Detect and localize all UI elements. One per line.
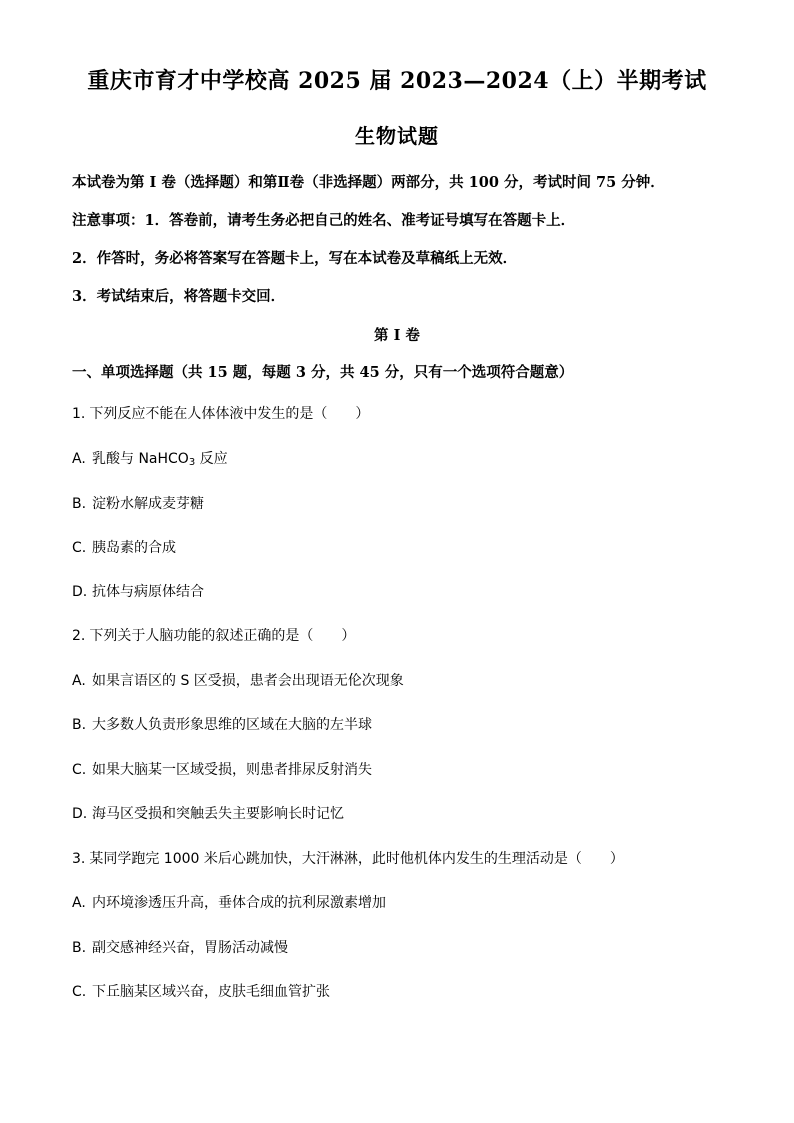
question-3-option-a	[72, 896, 386, 910]
question-text: 下列反应不能在人体体液中发生的是（ ）	[89, 406, 370, 422]
question-text: 某同学跑完 1000 米后心跳加快，大汗淋淋，此时他机体内发生的生理活动是（ ）	[89, 851, 624, 867]
option-letter: B.	[72, 940, 87, 956]
option-text: 淀粉水解成麦芽糖	[92, 496, 204, 512]
option-letter: C.	[72, 984, 87, 1000]
question-2-option-d	[72, 807, 344, 821]
option-letter: C.	[72, 540, 87, 556]
volume-heading: 第 I 卷	[374, 327, 420, 344]
option-letter: B.	[72, 717, 87, 733]
intro-line-1: 本试卷为第 I 卷（选择题）和第Ⅱ卷（非选择题）两部分，共 100 分，考试时间 75 分钟．	[72, 174, 665, 191]
option-letter: D.	[72, 806, 88, 822]
option-letter: D.	[72, 584, 88, 600]
option-text: 大多数人负责形象思维的区域在大脑的左半球	[92, 717, 372, 733]
question-1-option-d	[72, 585, 204, 599]
question-number: 2.	[72, 628, 86, 644]
option-text: 下丘脑某区域兴奋，皮肤毛细血管扩张	[92, 984, 330, 1000]
option-text: 如果言语区的 S 区受损，患者会出现语无伦次现象	[92, 673, 404, 689]
option-letter: A.	[72, 673, 86, 689]
question-1-option-a	[72, 452, 228, 468]
option-letter: A.	[72, 451, 86, 467]
question-2-stem	[72, 629, 355, 643]
option-text: 如果大脑某一区域受损，则患者排尿反射消失	[92, 762, 372, 778]
question-3-option-b	[72, 941, 288, 955]
question-3-stem	[72, 852, 624, 866]
notice-line-2: 2．作答时，务必将答案写在答题卡上，写在本试卷及草稿纸上无效．	[72, 250, 518, 267]
option-text: 胰岛素的合成	[92, 540, 176, 556]
exam-subject: 生物试题	[355, 124, 439, 148]
notice-line-3: 3．考试结束后，将答题卡交回．	[72, 288, 286, 305]
question-number: 1.	[72, 406, 86, 422]
option-text: 内环境渗透压升高，垂体合成的抗利尿激素增加	[92, 895, 386, 911]
question-1-option-b	[72, 497, 204, 511]
question-text: 下列关于人脑功能的叙述正确的是（ ）	[89, 628, 356, 644]
option-text: 乳酸与 NaHCO	[92, 451, 189, 467]
option-letter: C.	[72, 762, 87, 778]
option-letter: A.	[72, 895, 86, 911]
option-text: 抗体与病原体结合	[92, 584, 204, 600]
question-2-option-a	[72, 674, 404, 688]
question-2-option-c	[72, 763, 372, 777]
question-1-stem	[72, 407, 369, 421]
notice-line-1: 注意事项：1．答卷前，请考生务必把自己的姓名、准考证号填写在答题卡上．	[72, 212, 576, 229]
option-subscript: 3	[188, 457, 196, 468]
option-text: 副交感神经兴奋，胃肠活动减慢	[92, 940, 288, 956]
question-3-option-c	[72, 985, 330, 999]
question-2-option-b	[72, 718, 372, 732]
question-1-option-c	[72, 541, 176, 555]
option-letter: B.	[72, 496, 87, 512]
section-heading: 一、单项选择题（共 15 题，每题 3 分，共 45 分，只有一个选项符合题意）	[72, 364, 574, 381]
option-text: 海马区受损和突触丢失主要影响长时记忆	[92, 806, 344, 822]
question-number: 3.	[72, 851, 86, 867]
option-text-tail: 反应	[195, 451, 228, 467]
exam-title: 重庆市育才中学校高 2025 届 2023—2024（上）半期考试	[87, 68, 707, 94]
